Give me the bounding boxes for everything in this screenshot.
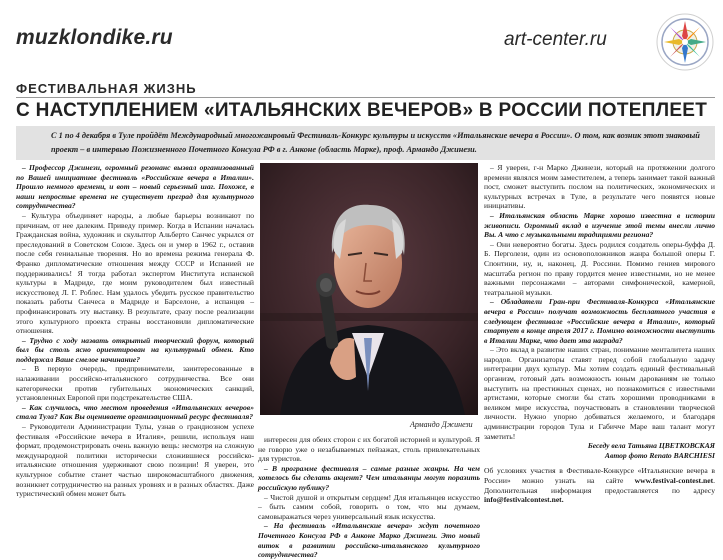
section-label: ФЕСТИВАЛЬНАЯ ЖИЗНЬ [16,81,197,96]
footer-note [484,466,715,504]
site-right-name: art-center.ru [504,29,607,50]
festival-email-link[interactable]: info@festivalcontest.net. [484,495,564,505]
interview-question: – Профессор Джинези, огромный резонанс вызвал организованный по Вашей инициативе фестиваль «Российские вечера в Италии». Прошло немного времени, и вот – новый серьезный шаг. Похоже, в наши непростые времена не существует преград для культурного сотрудничества? [16,163,254,211]
article-headline: С НАСТУПЛЕНИЕМ «ИТАЛЬЯНСКИХ ВЕЧЕРОВ» В РОССИИ ПОТЕПЛЕЕТ [16,100,708,121]
interview-answer: интересен для обеих сторон с их богатой историей и культурой. Я не говорю уже о незабываемых пейзажах, столь привлекательных для туристов. [258,435,480,464]
section-divider [16,97,715,98]
portrait-photo [260,163,478,415]
festival-site-link[interactable]: www.festival-contest.net [634,476,714,485]
interview-question: – Итальянская область Марке хорошо известна в истории живописи. Огромный вклад в изучение этой темы внесли лично Вы. А что с музыкальными традициями региона? [484,210,715,240]
art-center-emblem-icon [655,12,715,72]
photo-caption: Армандо Джинези [410,420,473,429]
signature-interviewer: Беседу вела Татьяна ЦВЕТКОВСКАЯ [587,441,715,451]
interview-question: – Обладатели Гран-при Фестиваля-Конкурса «Итальянские вечера в России» получат возможность бесплатного участия в следующем фестивале «Российские вечера в Италии», который стартует в конце апреля 2017 г. Помимо возможности выступить в Италии Марке, что дает эта награда? [484,297,715,345]
footer-note-prefix: Об условиях участия в Фестивале-Конкурсе «Итальянские вечера в России» можно узнать на сайте [484,466,715,485]
interview-answer: – Руководители Администрации Тулы, узнав о грандиозном успехе фестиваля «Российские вечера в Италия», решили, используя наш формат, продемонстрировать очень важную вещь: несмотря на сложную международной политики исторически сложившиеся российско-итальянские отношения удерживают свою позиции! Я уверен, это культурное событие станет частью широкомасштабного движения, возникнет сотрудничество на разных уровнях и в разных областях. Даже туристический обмен может быть [16,422,254,499]
signature-photographer: Автор фото Renato BARCHIESI [604,450,715,460]
interview-question: – На фестиваль «Итальянские вечера» ждут почетного Почетного Консула РФ в Анконе Марко Джинези. Это новый виток в развитии российско-итальянского культурного сотрудничества? [258,521,480,560]
lead-text: С 1 по 4 декабря в Туле пройдёт Международный многожанровый Фестиваль-Конкурс культуры и искусств «Итальянские вечера в России». О том, как возник этот знаковый проект – в интервью Пожизненного Почетного Консула РФ в г. Анконе (область Марке), проф. Армандо Джинези. [51,131,700,154]
interview-answer: – Это вклад в развитие наших стран, понимание менталитета наших народов. Организаторы ставят перед собой глобальную задачу интеграции двух культур. Мы хотим создать единый фестивальный организм, готовый дать возможность юным дарованиям не только выступить на престижных сценах, но познакомиться с известными артистами, которые смогли бы стать хорошими проводниками в великом мире искусства, поучаствовать в становлении творческой личности. Нужно упорно добиваться желаемого, и благодаря администрации городов Тула и Габиччe Маре ваш талант могут заметить! [484,345,715,441]
interview-answer: – Культура объединяет народы, а любые барьеры возникают по причинам, от нее далеким. Приведу пример. Когда в Испании началась Гражданская война, художник и скульптор Альберто Санчес укрылся от преследований в Советском Союзе. Здесь он и умер в 1962 г., оставив после себя гениальные творения. Но во времена режима генерала Ф. Франко дипломатические отношения между СССР и Испанией не поддерживались! Я тогда работал экспертом Института испанской культуры в Мадриде, где моим руководителем был известный искусствовед Л. Г. Роблес. Нам удалось убедить русское правительство показать работы Санчеса в Мадриде и Барселоне, а испанцев – профинансировать эту выставку. В результате, сразу после реализации этого культурного проекта страны восстановили дипломатические отношения. [16,210,254,336]
article-column-1 [16,163,254,547]
interview-answer: – Они невероятно богаты. Здесь родился создатель оперы-буффа Д. Б. Перголези, один из основоположников жанра большой оперы Г. Спонтини, ну, и, наконец, Д. Россини. Помимо гениев мирового масштаба регион по праву гордится менее известными, но не менее важными персонажами – авторами симфонической, камерной, театральной музыки. [484,239,715,297]
interview-answer: – Чистой душой и открытым сердцем! Для итальянцев искусство – быть самим собой, говорить о том, что мы думаем, самовыражаться через универсальный язык искусства. [258,492,480,521]
lead-box [16,126,715,160]
article-column-2 [258,435,480,560]
interview-question: – Трудно с ходу назвать открытый творческий форум, который был бы столь ясно ориентирован на культурный обмен. Кто поддержал Ваше смелое начинание? [16,335,254,364]
interview-answer: – В первую очередь, предприниматели, заинтересованные в налаживании российско-итальянского сотрудничества. Все они категорически против губительных экономических санкций, установленных Европой при подстрекательстве США. [16,364,254,403]
interview-answer: – Я уверен, г-н Марко Джинези, который на протяжении долгого времени являлся моим заместителем, а теперь занимает такой важный пост, сможет выступить послом на политических, экономических и культурных встречах в Туле, в результате чего появятся новые инициативы. [484,163,715,211]
site-left-name: muzklondike.ru [16,26,173,49]
interview-question: – В программе фестиваля – самые разные жанры. На чем хотелось бы сделать акцент? Чем итальянцы могут поразить российскую публику? [258,463,480,492]
article-column-3 [484,163,715,547]
footer-note-middle: . Дополнительная информация предоставляется по адресу [484,476,715,495]
portrait-illustration-icon [260,163,478,415]
interview-question: – Как случилось, что местом проведения «Итальянских вечеров» стала Тула? Как Вы оцениваете организационный ресурс фестиваля? [16,402,254,422]
